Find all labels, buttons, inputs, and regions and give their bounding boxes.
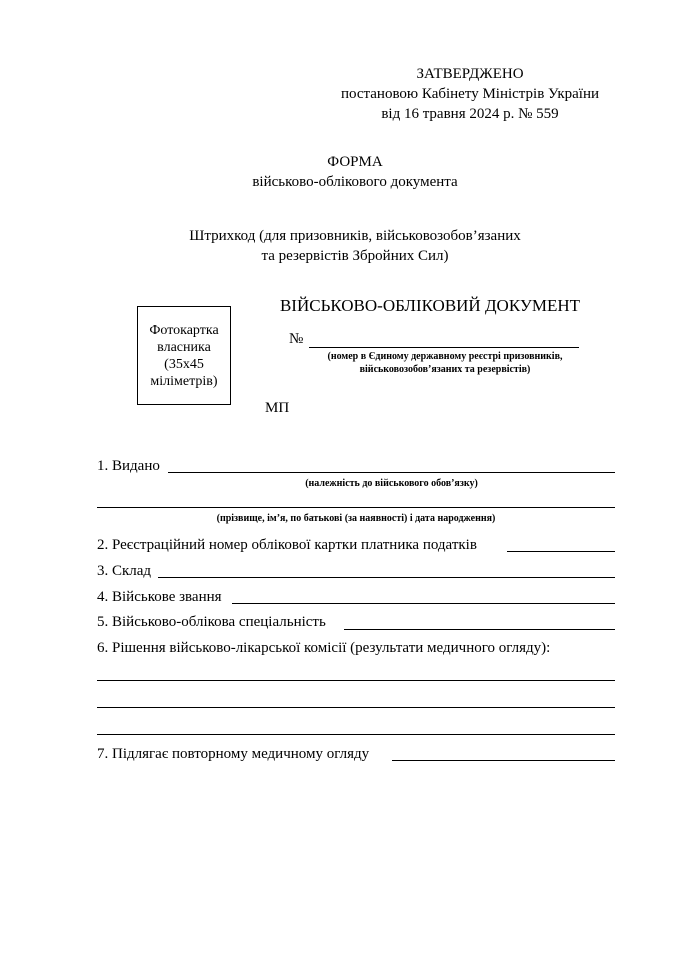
barcode-note: [150, 226, 560, 266]
barcode-line-2: та резервістів Збройних Сил): [261, 248, 449, 264]
approval-date: від 16 травня 2024 р. № 559: [381, 106, 559, 122]
tax-number-label: 2. Реєстраційний номер облікової картки платника податків: [97, 537, 477, 553]
rank-field[interactable]: [232, 603, 615, 604]
specialty-label: 5. Військово-облікова спеціальність: [97, 614, 326, 630]
number-hint-line-2: військовозобов’язаних та резервістів): [359, 364, 531, 375]
photo-placeholder: [137, 306, 231, 405]
form-title-block: [180, 152, 530, 192]
barcode-line-1: Штрихкод (для призовників, військовозобов’язаних: [189, 228, 521, 244]
number-field[interactable]: [309, 347, 579, 348]
medical-line-3[interactable]: [97, 734, 615, 735]
name-field[interactable]: [97, 507, 615, 508]
reexam-label: 7. Підлягає повторному медичному огляду: [97, 746, 370, 762]
medical-line-1[interactable]: [97, 680, 615, 681]
specialty-field[interactable]: [344, 629, 615, 630]
photo-line-1: Фотокартка: [149, 322, 219, 338]
approval-title: ЗАТВЕРДЖЕНО: [416, 66, 524, 82]
rank-label: 4. Військове звання: [97, 589, 222, 605]
tax-number-field[interactable]: [507, 551, 615, 552]
seal-place-label: МП: [265, 400, 290, 416]
staff-field[interactable]: [158, 577, 615, 578]
photo-line-4: міліметрів): [150, 373, 218, 389]
approval-block: [300, 64, 640, 124]
number-sign: №: [289, 331, 304, 347]
document-title: ВІЙСЬКОВО-ОБЛІКОВИЙ ДОКУМЕНТ: [279, 296, 581, 315]
staff-label: 3. Склад: [97, 563, 152, 579]
photo-line-3: (35х45: [164, 356, 204, 372]
form-subtitle: військово-облікового документа: [252, 174, 458, 190]
medical-decision-label: 6. Рішення військово-лікарської комісії (результати медичного огляду):: [97, 640, 551, 656]
issued-field[interactable]: [168, 472, 615, 473]
photo-line-2: власника: [157, 339, 211, 355]
number-hint: [300, 350, 590, 376]
issued-label: 1. Видано: [97, 458, 160, 474]
name-hint: (прізвище, ім’я, по батькові (за наявності) і дата народження): [216, 513, 496, 524]
approval-decree: постановою Кабінету Міністрів України: [340, 86, 600, 102]
medical-line-2[interactable]: [97, 707, 615, 708]
number-hint-line-1: (номер в Єдиному державному реєстрі призовників,: [327, 351, 563, 362]
reexam-field[interactable]: [392, 760, 615, 761]
form-label: ФОРМА: [327, 154, 383, 170]
issued-hint: (належність до військового обов’язку): [305, 478, 478, 489]
